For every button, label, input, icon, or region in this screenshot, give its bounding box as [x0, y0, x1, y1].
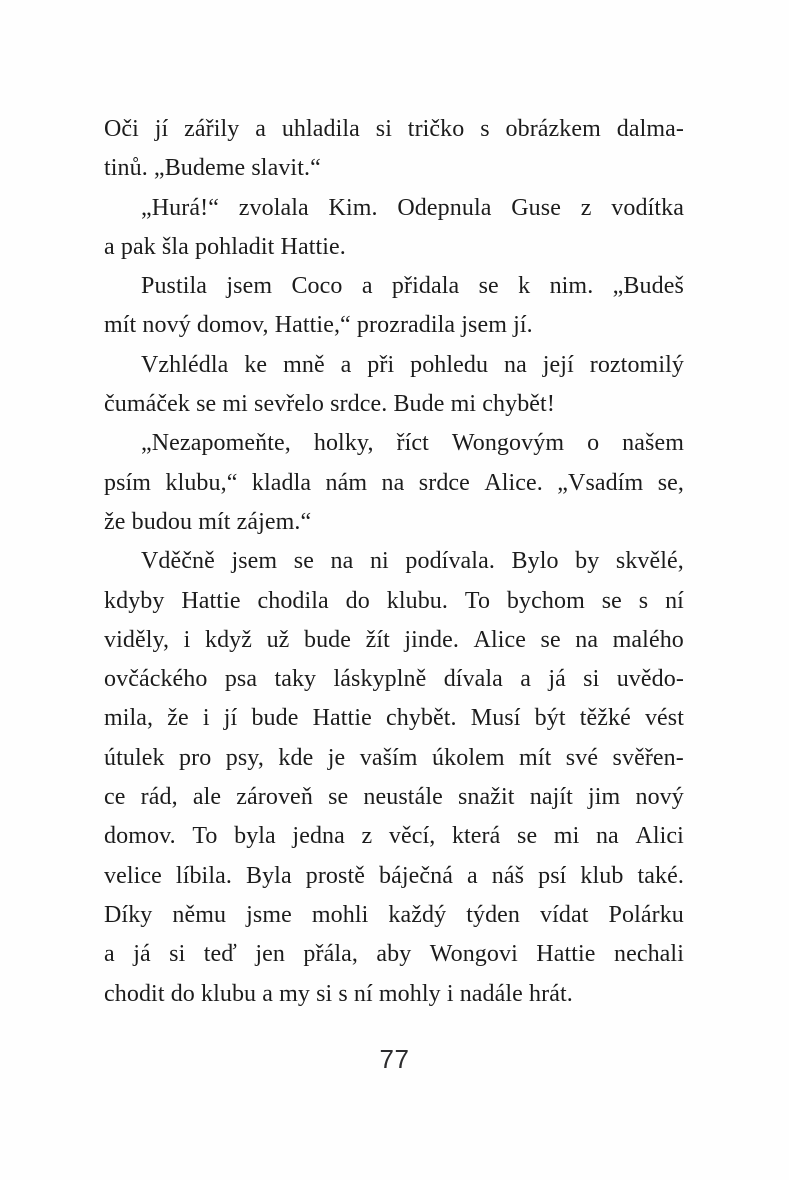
text-line: viděly, i když už bude žít jinde. Alice se na malého: [104, 626, 684, 653]
text-line: „Hurá!“ zvolala Kim. Odepnula Guse z vodítka: [141, 194, 684, 221]
text-line: Díky němu jsme mohli každý týden vídat Polárku: [104, 901, 684, 928]
text-line: čumáček se mi sevřelo srdce. Bude mi chybět!: [104, 391, 555, 418]
text-line: chodit do klubu a my si s ní mohly i nadále hrát.: [104, 980, 573, 1007]
text-line: kdyby Hattie chodila do klubu. To bychom se s ní: [104, 587, 684, 614]
text-line: že budou mít zájem.“: [104, 508, 312, 535]
text-line: a já si teď jen přála, aby Wongovi Hattie nechali: [104, 941, 684, 968]
text-line: Oči jí zářily a uhladila si tričko s obrázkem dalma-: [104, 116, 684, 142]
text-line: mila, že i jí bude Hattie chybět. Musí být těžké vést: [104, 705, 684, 732]
body-text: [104, 110, 684, 1014]
text-line: Vzhlédla ke mně a při pohledu na její roztomilý: [141, 351, 684, 378]
text-line: ovčáckého psa taky láskyplně dívala a já si uvědo-: [104, 666, 684, 693]
text-line: a pak šla pohladit Hattie.: [104, 233, 346, 260]
text-line: velice líbila. Byla prostě báječná a náš psí klub také.: [104, 862, 684, 889]
text-line: útulek pro psy, kde je vaším úkolem mít své svěřen-: [104, 744, 684, 771]
text-line: mít nový domov, Hattie,“ prozradila jsem jí.: [104, 312, 533, 339]
text-line: ce rád, ale zároveň se neustále snažit najít jim nový: [104, 784, 684, 811]
text-line: tinů. „Budeme slavit.“: [104, 155, 321, 182]
text-line: Vděčně jsem se na ni podívala. Bylo by skvělé,: [141, 548, 684, 575]
text-line: psím klubu,“ kladla nám na srdce Alice. „Vsadím se,: [104, 469, 684, 496]
text-line: „Nezapomeňte, holky, říct Wongovým o našem: [141, 430, 684, 457]
text-line: domov. To byla jedna z věcí, která se mi na Alici: [104, 823, 684, 850]
page-number: 77: [379, 1044, 410, 1074]
text-line: Pustila jsem Coco a přidala se k nim. „Budeš: [141, 273, 684, 300]
